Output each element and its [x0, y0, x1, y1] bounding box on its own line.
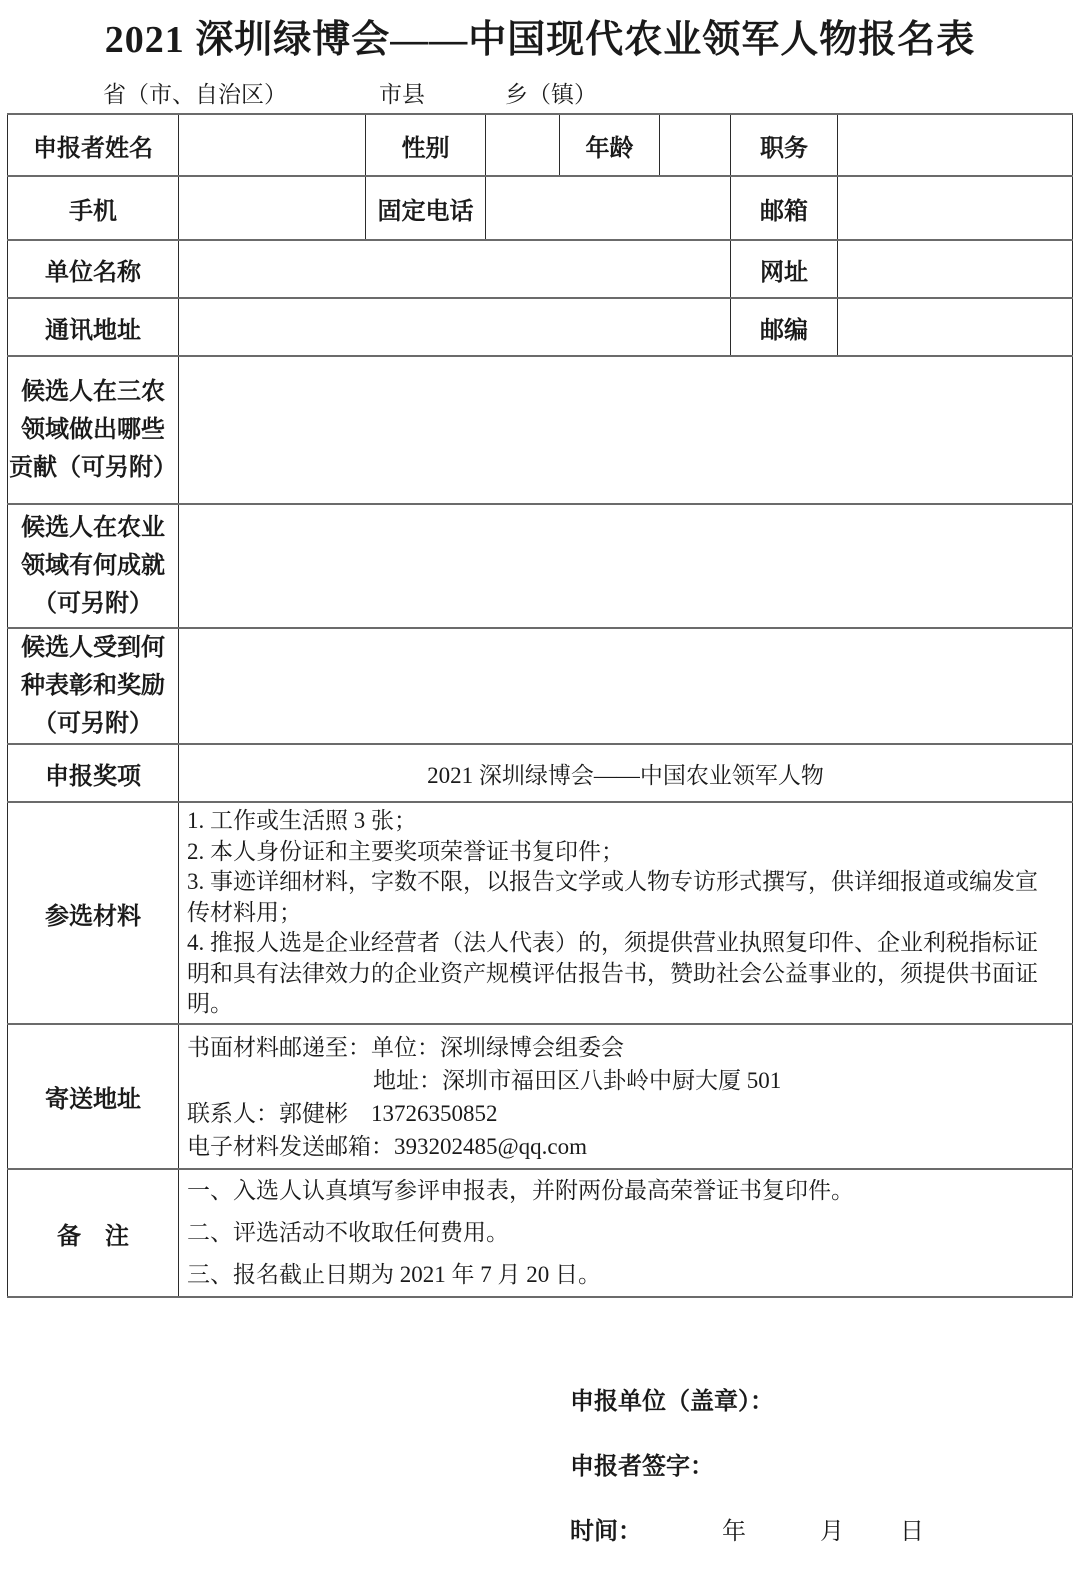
label-line: （可另附） — [33, 591, 153, 617]
row-contribution — [8, 356, 1073, 504]
row-mail-address — [8, 298, 1073, 356]
achievement-label — [8, 504, 179, 628]
mobile-blank-cell — [179, 176, 366, 240]
materials-line: 明。 — [187, 991, 233, 1017]
applicant-name-label: 申报者姓名 — [8, 114, 179, 176]
unit-seal-label: 申报单位（盖章）： — [570, 1389, 774, 1415]
year-label: 年 — [722, 1519, 746, 1545]
gender-blank-cell — [486, 114, 560, 176]
materials-content — [179, 802, 1073, 1024]
town-label: 乡（镇） — [505, 82, 597, 107]
month-label: 月 — [820, 1519, 844, 1545]
label-line: 种表彰和奖励 — [21, 673, 165, 699]
materials-line: 1. 工作或生活照 3 张； — [187, 808, 417, 834]
website-blank-cell — [838, 240, 1073, 298]
row-achievement — [8, 504, 1073, 628]
row-applicant — [8, 114, 1073, 176]
label-line: 贡献（可另附） — [9, 455, 177, 481]
materials-label: 参选材料 — [8, 802, 179, 1024]
remarks-line: 一、入选人认真填写参评申报表，并附两份最高荣誉证书复印件。 — [187, 1178, 854, 1203]
label-line: （可另附） — [33, 711, 153, 737]
row-phone — [8, 176, 1073, 240]
materials-line: 明和具有法律效力的企业资产规模评估报告书，赞助社会公益事业的，须提供书面证 — [187, 960, 1038, 986]
label-line: 领域有何成就 — [21, 553, 165, 579]
position-label: 职务 — [731, 114, 838, 176]
label-line: 领域做出哪些 — [21, 417, 165, 443]
org-name-blank-cell — [179, 240, 731, 298]
day-label: 日 — [900, 1519, 924, 1545]
landline-label: 固定电话 — [366, 176, 486, 240]
delivery-line: 电子材料发送邮箱：393202485@qq.com — [187, 1133, 588, 1159]
remarks-content — [179, 1169, 1073, 1297]
label-line: 候选人受到何 — [21, 635, 165, 661]
delivery-content — [179, 1024, 1073, 1169]
website-label: 网址 — [731, 240, 838, 298]
honors-label — [8, 628, 179, 744]
applicant-name-blank-cell — [179, 114, 366, 176]
region-line — [103, 76, 597, 109]
delivery-line: 书面材料邮递至：单位：深圳绿博会组委会 — [187, 1034, 624, 1060]
honors-blank-cell — [179, 628, 1073, 744]
row-delivery — [8, 1024, 1073, 1169]
gender-label: 性别 — [366, 114, 486, 176]
materials-line: 3. 事迹详细材料，字数不限，以报告文学或人物专访形式撰写，供详细报道或编发宣 — [187, 869, 1038, 895]
materials-line: 传材料用； — [187, 899, 302, 925]
row-materials — [8, 802, 1073, 1024]
label-line: 候选人在农业 — [21, 515, 165, 541]
row-remarks — [8, 1169, 1073, 1297]
remarks-line: 二、评选活动不收取任何费用。 — [187, 1220, 509, 1245]
row-honors — [8, 628, 1073, 744]
label-line: 候选人在三农 — [21, 379, 165, 405]
materials-line: 2. 本人身份证和主要奖项荣誉证书复印件； — [187, 838, 624, 864]
contribution-blank-cell — [179, 356, 1073, 504]
delivery-label: 寄送地址 — [8, 1024, 179, 1169]
award-value: 2021 深圳绿博会——中国农业领军人物 — [179, 744, 1073, 802]
city-label: 市县 — [379, 82, 425, 107]
email-label: 邮箱 — [731, 176, 838, 240]
province-label: 省（市、自治区） — [103, 82, 287, 107]
registration-table — [7, 113, 1073, 1298]
materials-line: 4. 推报人选是企业经营者（法人代表）的，须提供营业执照复印件、企业利税指标证 — [187, 930, 1038, 956]
remarks-line: 三、报名截止日期为 2021 年 7 月 20 日。 — [187, 1262, 601, 1287]
achievement-blank-cell — [179, 504, 1073, 628]
row-award — [8, 744, 1073, 802]
contribution-label — [8, 356, 179, 504]
org-name-label: 单位名称 — [8, 240, 179, 298]
delivery-line: 联系人：郭健彬 13726350852 — [187, 1100, 498, 1126]
row-organization — [8, 240, 1073, 298]
age-blank-cell — [660, 114, 731, 176]
position-blank-cell — [838, 114, 1073, 176]
mail-address-label: 通讯地址 — [8, 298, 179, 356]
postcode-label: 邮编 — [731, 298, 838, 356]
postcode-blank-cell — [838, 298, 1073, 356]
mobile-label: 手机 — [8, 176, 179, 240]
age-label: 年龄 — [560, 114, 660, 176]
mail-address-blank-cell — [179, 298, 731, 356]
remarks-label: 备 注 — [8, 1169, 179, 1297]
award-label: 申报奖项 — [8, 744, 179, 802]
date-line — [570, 1511, 924, 1546]
delivery-line: 地址：深圳市福田区八卦岭中厨大厦 501 — [373, 1067, 782, 1093]
applicant-signature-label: 申报者签字： — [570, 1454, 714, 1480]
landline-blank-cell — [486, 176, 731, 240]
form-title: 2021 深圳绿博会——中国现代农业领军人物报名表 — [104, 19, 976, 61]
email-blank-cell — [838, 176, 1073, 240]
time-label: 时间： — [570, 1519, 642, 1545]
